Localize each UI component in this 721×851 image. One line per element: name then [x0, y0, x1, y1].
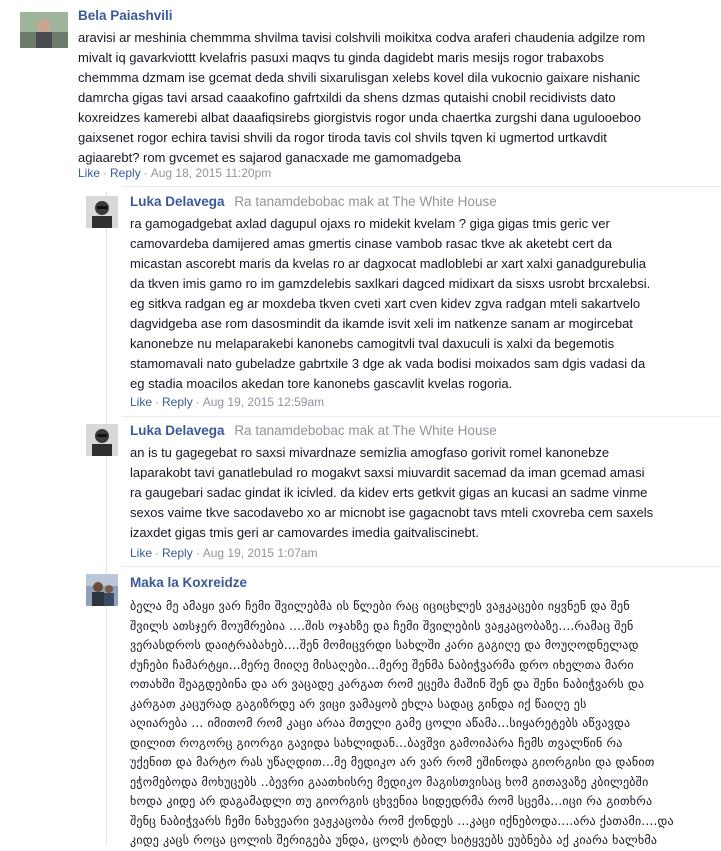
- comment-text-line: ეჭომებოდა მოხუცებს ..ბევრი გაათხისრე მედიკო მაგისთვისაც ხომ გითავაზე კბილებში: [130, 774, 649, 789]
- comment-text-line: კიდე კაცს როცა ცოლის შერიგება უნდა, ცოლს ტბილ სიტყვებს ეუბნება აქ კიარა ხალხმა: [130, 833, 658, 847]
- comment-author[interactable]: Bela Paiashvili: [78, 8, 173, 23]
- user-photo-icon: [86, 196, 118, 228]
- comment-text-line: micastan ascorebt maris da kvelas ro ar dagxocat madloblebi ar xart xalxi ganadgurebulia: [130, 256, 646, 271]
- comment-text-line: ოთახში შეაგდებინა და არ ვაცადე კარგათ რომ ეცემა მაშინ შენ და შენი ნაბიჭვარს და: [130, 677, 645, 691]
- avatar[interactable]: [86, 574, 118, 606]
- comment-text: [130, 597, 674, 851]
- comment-timestamp[interactable]: Aug 19, 2015 12:59am: [202, 395, 325, 409]
- user-photo-icon: [86, 574, 118, 606]
- comment-text-line: ხოდა კიდე არ დაგამადლი თუ გიორგის ცხვენია სიდედრმა რომ სცემა...იცი რა გითხრა: [130, 794, 653, 808]
- comment-text-line: agiaarebt? rom gvcemet es sajarod ganacxade me gamomadgeba: [78, 150, 462, 165]
- comment-text-line: ძუჩები ჩამარტყი...მერე მიიღე მისაღები...მერე შენმა ნაბიჭვარმა დრო იხელთა მარი: [130, 657, 634, 672]
- comment-text-line: შენც ნაბიჭვარს ჩემი ნახვეარი ვაჟკაცობა რომ ქონდეს ...კაცი იქნებოდა....არა ქათამი....და: [130, 813, 674, 828]
- comment-text-line: შვილს ათსჯერ მოუმრებია ....შის ოჯახზე და ჩემი შვილების ვაჟკაცობაზე....რამაც შენ: [130, 618, 634, 633]
- avatar[interactable]: [86, 196, 118, 228]
- avatar[interactable]: [86, 424, 118, 456]
- like-link[interactable]: Like: [78, 166, 101, 180]
- divider: [122, 186, 721, 187]
- user-photo-icon: [20, 12, 68, 48]
- author-subtitle: Ra tanamdebobac mak at The White House: [234, 423, 497, 438]
- comment-text-line: ბელა მე ამაყი ვარ ჩემი შვილებმა ის წლები რაც იციცხლეს ვაჟკაცები იყვნენ და შენ: [130, 599, 630, 613]
- comment-text-line: da tkven imis gamo ro im gamzdelebis saxlkari dagced midixart da sisxs usrobt brcxalebsi.: [130, 276, 651, 291]
- thread-divider: [106, 192, 107, 845]
- comment-author[interactable]: Maka la Koxreidze: [130, 575, 248, 590]
- comment-text-line: chemmma dzmam ise gcemat deda shvili sixarulisgan xelebs kovel dila vukocnio gaixare nishanic: [78, 70, 641, 85]
- comment-text-line: an is tu gagegebat ro saxsi mivardnaze semizlia amogfaso gorivit romel kanonebze: [130, 445, 610, 460]
- divider: [122, 566, 721, 567]
- divider: [122, 416, 721, 417]
- comment-text: [130, 214, 650, 394]
- avatar[interactable]: [20, 12, 68, 48]
- comment-text-line: aravisi ar meshinia chemmma shvilma tavisi colshvili moikitxa codva araferi chaudenia adgilze rom: [78, 30, 646, 45]
- comment-text-line: izaxdet gigas tmis geri ar camovardes imedia gaitvaliscinebt.: [130, 525, 479, 540]
- reply-link[interactable]: Reply: [110, 166, 141, 180]
- like-link[interactable]: Like: [130, 546, 153, 560]
- author-subtitle: Ra tanamdebobac mak at The White House: [234, 194, 497, 209]
- comment-text-line: აღიარება ... იმითომ რომ კაცი არაა მთელი გამე ცოლი აწამა...სიყარეტებს აწვავდა: [130, 716, 631, 730]
- comment-text-line: stamomavali nato gubeladze gabrtxile 3 dge ak vada bodisi moixados sam dgis vadasi da: [130, 356, 646, 371]
- comment-text-line: kanonebze nu melaparakebi kanonebs camogitvli tval daxuculi is xalxi da begemotis: [130, 336, 615, 351]
- comment-author[interactable]: Luka Delavega: [130, 423, 225, 438]
- user-photo-icon: [86, 424, 118, 456]
- comment-timestamp[interactable]: Aug 19, 2015 1:07am: [202, 546, 318, 560]
- comment-text-line: კარგათ კაცურად გაგიზრდე არ ვიცი ვამაყობ ეხლა სადაც გინდა იქ წაიღე ეს: [130, 696, 587, 711]
- comment-text-line: mivalt iq gavarkviottt kvelafris pasuxi maqvs tu ginda dagidebt maris mesijs rogor trabaxobs: [78, 50, 605, 65]
- comment-timestamp[interactable]: Aug 18, 2015 11:20pm: [150, 166, 272, 180]
- comment-text-line: gaixsenet rogor echira tavisi shvili da rogor tiroda tavis col shvils tqven ki ugmertod urtkavdit: [78, 130, 607, 145]
- comment-text-line: დილით როგორც გიორგი გავიდა სახლიდან...ბავშვი გამოიპარა ჩემს თვალწინ რა: [130, 735, 623, 750]
- comment-text-line: უქენით და მარტო რას უწაღდით...მე მედიკო არ ვარ რომ ეშინოდა გიორგისი და დანით: [130, 755, 655, 769]
- comment-text-line: ra gamogadgebat axlad dagupul ojaxs ro midekit kvelam ? giga gigas tmis geric ver: [130, 216, 610, 231]
- comment-text-line: dagvidgeba ase rom dasosmindit da ikamde isvit xeli im natkenze sanam ar mogircebat: [130, 316, 633, 331]
- comment-text-line: ვერასდროს დაიტრაბახებ....შენ მომიცვრდი სახლში კარი გაგიღე და მოუღოდნელად: [130, 638, 639, 652]
- comment-meta: Like · Reply · Aug 18, 2015 11:20pm: [78, 166, 272, 180]
- comment-text-line: eg sitkva radgan eg ar moxdeba tkven cveti xart cven kidev zgva radgan mteli sakartvelo: [130, 296, 641, 311]
- comment-text-line: camovardeba damijered amas gmertis cinase vambob rasac tkve ak aketebt cert da: [130, 236, 612, 251]
- comment-text-line: eg stadia moacilos akedan tore kanonebs gascavlit kvelas rogoria.: [130, 376, 513, 391]
- comment-text-line: damrcha gigas tavi arsad caaakofino gafrtxildi da shens dzmas qutaishi cnobil recidivists dato: [78, 90, 616, 105]
- reply-link[interactable]: Reply: [162, 395, 193, 409]
- comment-text-line: laparakobt tavi ganatlebulad ro mogakvt saxsi miuvardit sacemad da iman gcemad amasi: [130, 465, 645, 480]
- comment-text-line: ra gaugebari sadac gindat ik icivled. da kidev erts getkvit gigas an kucasi an sadme vinme: [130, 485, 648, 500]
- like-link[interactable]: Like: [130, 395, 153, 409]
- comment-text: [78, 28, 645, 168]
- comment-meta: Like · Reply · Aug 19, 2015 1:07am: [130, 546, 318, 560]
- comment-text-line: sexos vaime tkve sacodavebo xo ar micnobt ise gagacnobt tavs mteli cxovreba cem saxels: [130, 505, 654, 520]
- comment-meta: Like · Reply · Aug 19, 2015 12:59am: [130, 395, 325, 409]
- comment-text-line: koxreidzes kamerebi albat daaafiqsirebs giorgistvis rogor unda chaertka zurgshi dana ugulooeboo: [78, 110, 641, 125]
- comment-author[interactable]: Luka Delavega: [130, 194, 225, 209]
- comment-text: [130, 443, 653, 543]
- reply-link[interactable]: Reply: [162, 546, 193, 560]
